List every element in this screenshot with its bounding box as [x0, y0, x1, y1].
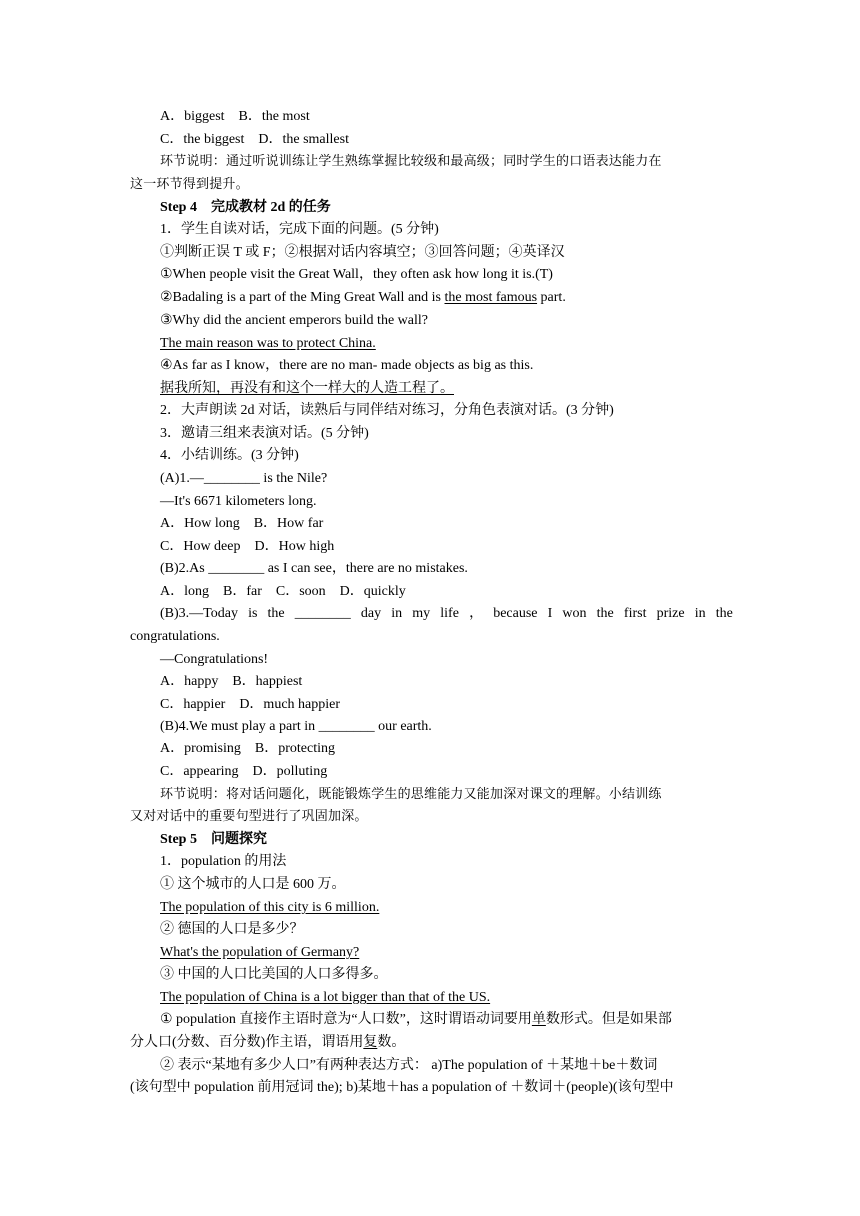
option-line: A．biggest B．the most	[160, 109, 310, 124]
word: in	[694, 606, 706, 621]
answer-underlined: 复	[363, 1035, 378, 1050]
exercise-line: —Congratulations!	[160, 652, 269, 667]
exercise-line: (A)1.—________ is the Nile?	[160, 471, 328, 486]
example-line: ③ 中国的人口比美国的人口多得多。	[160, 967, 388, 982]
word: prize	[656, 606, 685, 621]
example-line: ② 德国的人口是多少？	[160, 922, 304, 937]
step-heading: Step 5 问题探究	[160, 832, 267, 847]
option-line: A．long B．far C．soon D．quickly	[160, 584, 406, 599]
explanation-text: 分人口(分数、百分数)作主语，谓语用	[130, 1035, 364, 1050]
option-line: C．appearing D．polluting	[160, 764, 328, 779]
question-line: ③Why did the ancient emperors build the wall?	[160, 313, 428, 328]
explanation-line: ② 表示“某地有多少人口”有两种表达方式： a)The population of ＋某地＋be＋数词	[160, 1058, 658, 1073]
task-line: 1．学生自读对话，完成下面的问题。(5 分钟)	[160, 222, 439, 237]
word: won	[562, 606, 587, 621]
explanation-line	[160, 1011, 672, 1029]
answer-underlined: What's the population of Germany?	[160, 945, 360, 960]
section-note: 这一环节得到提升。	[130, 177, 249, 192]
task-line: 4．小结训练。(3 分钟)	[160, 448, 299, 463]
task-line: 3．邀请三组来表演对话。(5 分钟)	[160, 426, 369, 441]
word: (B)3.—Today	[160, 606, 238, 621]
section-note: 又对对话中的重要句型进行了巩固加深。	[130, 809, 368, 824]
option-line: C．How deep D．How high	[160, 539, 335, 554]
option-line: C．happier D．much happier	[160, 697, 341, 712]
question-line: ④As far as I know，there are no man- made objects as big as this.	[160, 358, 534, 373]
word: life	[440, 606, 459, 621]
exercise-line-justified	[160, 605, 733, 623]
section-note: 环节说明：将对话问题化，既能锻炼学生的思维能力又能加深对课文的理解。小结训练	[160, 787, 662, 802]
option-line: A．happy B．happiest	[160, 674, 303, 689]
topic-line: 1．population 的用法	[160, 854, 287, 869]
question-line: ①When people visit the Great Wall，they often ask how long it is.(T)	[160, 267, 553, 282]
example-line: ① 这个城市的人口是 600 万。	[160, 877, 346, 892]
option-line: A．How long B．How far	[160, 516, 324, 531]
explanation-line: (该句型中 population 前用冠词 the); b)某地＋has a population of ＋数词＋(people)(该句型中	[130, 1080, 674, 1095]
word: the	[596, 606, 614, 621]
explanation-text: 数形式。但是如果部	[545, 1012, 672, 1027]
answer-underlined: the most famous	[444, 290, 538, 305]
explanation-line	[130, 1034, 405, 1052]
question-text: ②Badaling is a part of the Ming Great Wall and is	[160, 290, 445, 305]
word: is	[248, 606, 258, 621]
word: ，	[469, 606, 484, 621]
question-text: part.	[537, 290, 566, 305]
question-line	[160, 289, 566, 307]
answer-underlined: 单	[531, 1012, 546, 1027]
option-line: A．promising B．protecting	[160, 741, 335, 756]
word: the	[715, 606, 733, 621]
answer-underlined: The population of China is a lot bigger than that of the US.	[160, 990, 491, 1005]
explanation-text: 数。	[377, 1035, 406, 1050]
word: I	[547, 606, 553, 621]
answer-underlined: 据我所知，再没有和这个一样大的人造工程了。	[160, 381, 454, 396]
exercise-line: (B)2.As ________ as I can see，there are no mistakes.	[160, 561, 468, 576]
word: the	[267, 606, 285, 621]
word: first	[623, 606, 647, 621]
word: because	[493, 606, 538, 621]
task-line: 2．大声朗读 2d 对话，读熟后与同伴结对练习，分角色表演对话。(3 分钟)	[160, 403, 614, 418]
exercise-line: (B)4.We must play a part in ________ our earth.	[160, 719, 432, 734]
word: day	[360, 606, 382, 621]
task-line: ①判断正误 T 或 F；②根据对话内容填空；③回答问题；④英译汉	[160, 245, 565, 260]
exercise-line: —It's 6671 kilometers long.	[160, 494, 317, 509]
answer-underlined: The main reason was to protect China.	[160, 336, 376, 351]
word: my	[412, 606, 431, 621]
word: in	[391, 606, 403, 621]
exercise-line: congratulations.	[130, 629, 220, 644]
section-note: 环节说明：通过听说训练让学生熟练掌握比较级和最高级；同时学生的口语表达能力在	[160, 154, 662, 169]
word: ________	[294, 606, 351, 621]
explanation-text: ① population 直接作主语时意为“人口数”，这时谓语动词要用	[160, 1012, 532, 1027]
answer-underlined: The population of this city is 6 million.	[160, 900, 380, 915]
step-heading: Step 4 完成教材 2d 的任务	[160, 200, 331, 215]
option-line: C．the biggest D．the smallest	[160, 132, 349, 147]
